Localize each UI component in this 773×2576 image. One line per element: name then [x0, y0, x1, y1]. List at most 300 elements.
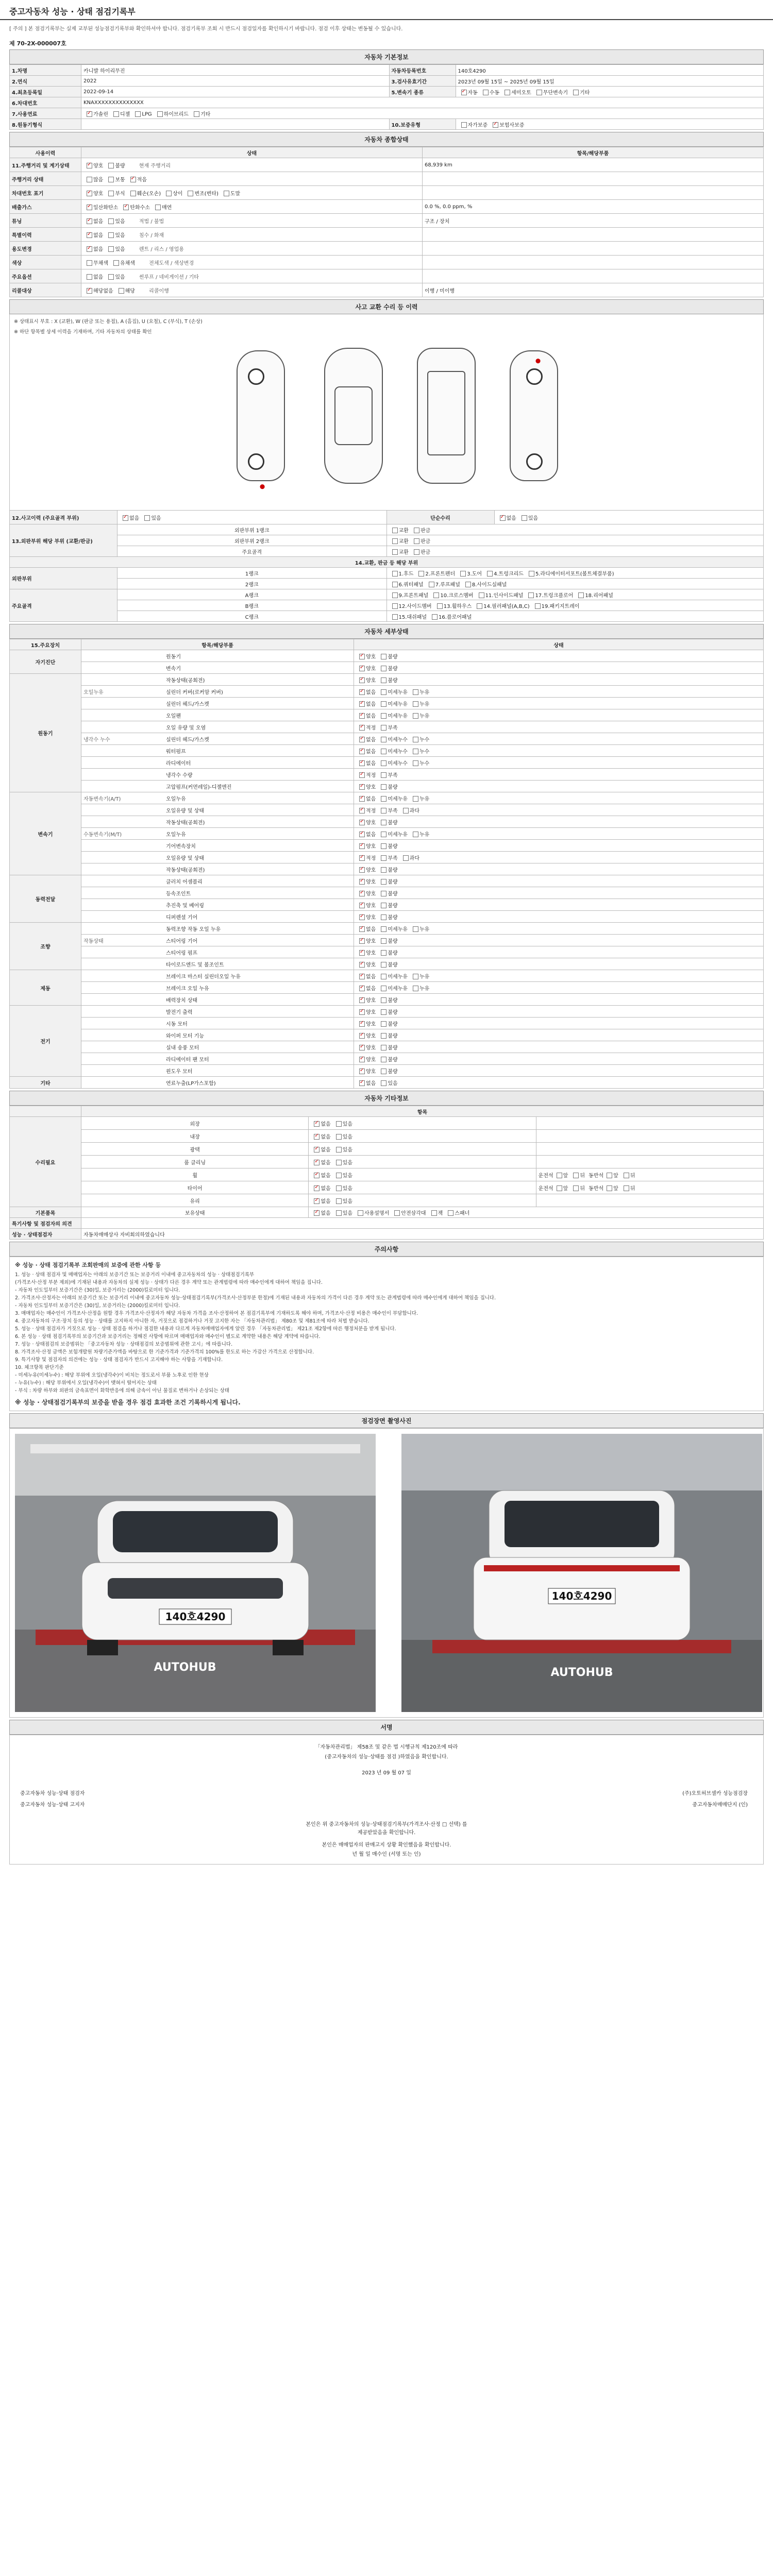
checkbox-option[interactable]: 누유 — [410, 711, 429, 719]
checkbox-option[interactable]: 뒤 — [620, 1184, 635, 1192]
checkbox-option[interactable]: 판금 — [411, 526, 430, 534]
checkbox-option[interactable]: 13.휠하우스 — [434, 602, 472, 609]
checkbox-option[interactable]: 없음 — [83, 273, 103, 280]
checkbox-option[interactable]: 뒤 — [620, 1171, 635, 1179]
checkbox-option[interactable]: 스패너 — [445, 1209, 469, 1216]
checkbox-option[interactable]: 있음 — [333, 1145, 352, 1153]
checkbox-option[interactable]: ✓ 없음 — [356, 688, 376, 696]
checkbox-icon[interactable] — [578, 592, 584, 598]
checkbox-option[interactable]: ✓ 양호 — [356, 866, 376, 873]
checkbox-icon[interactable] — [381, 891, 386, 896]
checkbox-option[interactable]: ✓ 없음 — [356, 984, 376, 992]
checkbox-option[interactable]: 변조(변타) — [184, 189, 218, 197]
checkbox-icon[interactable] — [479, 592, 484, 598]
checkbox-icon[interactable] — [359, 820, 365, 825]
checkbox-icon[interactable] — [607, 1173, 612, 1178]
checkbox-option[interactable]: 누수 — [410, 735, 429, 743]
checkbox-icon[interactable] — [359, 962, 365, 968]
checkbox-icon[interactable] — [359, 843, 365, 849]
checkbox-icon[interactable] — [413, 832, 418, 837]
checkbox-icon[interactable] — [358, 1210, 363, 1216]
checkbox-option[interactable]: 불량 — [378, 652, 397, 660]
checkbox-icon[interactable] — [381, 938, 386, 944]
checkbox-icon[interactable] — [381, 772, 386, 778]
checkbox-icon[interactable] — [381, 677, 386, 683]
checkbox-icon[interactable] — [194, 111, 199, 117]
checkbox-option[interactable]: 교환 — [389, 548, 409, 555]
checkbox-icon[interactable] — [381, 855, 386, 861]
checkbox-icon[interactable] — [536, 90, 542, 95]
checkbox-option[interactable]: 1.후드 — [389, 569, 414, 577]
checkbox-icon[interactable] — [493, 122, 498, 128]
checkbox-option[interactable]: ✓ 없음 — [120, 514, 139, 521]
checkbox-icon[interactable] — [461, 90, 467, 95]
checkbox-icon[interactable] — [413, 974, 418, 979]
checkbox-option[interactable]: 불량 — [378, 901, 397, 909]
checkbox-icon[interactable] — [381, 1033, 386, 1039]
checkbox-icon[interactable] — [460, 571, 466, 577]
checkbox-option[interactable]: ✓ 없음 — [356, 735, 376, 743]
checkbox-option[interactable]: ✓ 양호 — [356, 1043, 376, 1051]
checkbox-icon[interactable] — [87, 246, 92, 252]
checkbox-option[interactable]: 상이 — [163, 189, 182, 197]
checkbox-option[interactable]: 불량 — [378, 1067, 397, 1075]
checkbox-option[interactable]: 디젤 — [110, 110, 130, 117]
checkbox-icon[interactable] — [130, 177, 136, 182]
checkbox-option[interactable]: 19.패키지트레이 — [532, 602, 580, 609]
checkbox-icon[interactable] — [359, 914, 365, 920]
checkbox-icon[interactable] — [359, 1080, 365, 1086]
checkbox-option[interactable]: 부식 — [105, 189, 125, 197]
checkbox-option[interactable]: 해당 — [115, 286, 135, 294]
checkbox-option[interactable]: 누유 — [410, 700, 429, 707]
checkbox-option[interactable]: ✓ 양호 — [356, 842, 376, 850]
checkbox-option[interactable]: ✓ 양호 — [356, 889, 376, 897]
checkbox-icon[interactable] — [392, 528, 398, 533]
checkbox-option[interactable]: 미세누수 — [378, 759, 408, 767]
checkbox-icon[interactable] — [87, 274, 92, 280]
checkbox-icon[interactable] — [381, 962, 386, 968]
checkbox-icon[interactable] — [336, 1160, 342, 1165]
checkbox-icon[interactable] — [314, 1134, 320, 1140]
checkbox-icon[interactable] — [381, 808, 386, 814]
checkbox-icon[interactable] — [108, 191, 114, 196]
checkbox-icon[interactable] — [381, 725, 386, 731]
checkbox-option[interactable]: LPG — [132, 111, 152, 117]
checkbox-icon[interactable] — [381, 701, 386, 707]
checkbox-option[interactable]: 앞 — [603, 1171, 618, 1179]
checkbox-option[interactable]: 10.크로스멤버 — [430, 591, 473, 599]
checkbox-icon[interactable] — [359, 654, 365, 659]
checkbox-option[interactable]: 판금 — [411, 548, 430, 555]
checkbox-icon[interactable] — [359, 1009, 365, 1015]
checkbox-icon[interactable] — [314, 1173, 320, 1178]
checkbox-icon[interactable] — [359, 713, 365, 719]
checkbox-icon[interactable] — [381, 713, 386, 719]
checkbox-option[interactable]: ✓ 없음 — [356, 925, 376, 933]
checkbox-option[interactable]: 부족 — [378, 854, 397, 861]
checkbox-option[interactable]: 2.프론트펜더 — [415, 569, 455, 577]
checkbox-icon[interactable] — [381, 1057, 386, 1062]
checkbox-icon[interactable] — [381, 1009, 386, 1015]
checkbox-icon[interactable] — [336, 1147, 342, 1153]
checkbox-icon[interactable] — [381, 666, 386, 671]
checkbox-icon[interactable] — [413, 760, 418, 766]
checkbox-icon[interactable] — [500, 515, 506, 521]
checkbox-icon[interactable] — [381, 926, 386, 932]
checkbox-option[interactable]: 있음 — [105, 217, 125, 225]
checkbox-option[interactable]: 6.쿼터패널 — [389, 580, 424, 588]
checkbox-icon[interactable] — [392, 614, 398, 620]
checkbox-icon[interactable] — [155, 205, 161, 210]
checkbox-icon[interactable] — [429, 582, 434, 587]
checkbox-option[interactable]: 누유 — [410, 984, 429, 992]
checkbox-option[interactable]: ✓ 양호 — [356, 1067, 376, 1075]
checkbox-option[interactable]: 있음 — [105, 273, 125, 280]
checkbox-icon[interactable] — [437, 603, 443, 609]
checkbox-icon[interactable] — [359, 784, 365, 790]
checkbox-option[interactable]: ✓ 없음 — [311, 1197, 330, 1205]
checkbox-icon[interactable] — [413, 689, 418, 695]
checkbox-icon[interactable] — [413, 701, 418, 707]
checkbox-icon[interactable] — [157, 111, 163, 117]
checkbox-icon[interactable] — [381, 879, 386, 885]
checkbox-icon[interactable] — [359, 1057, 365, 1062]
checkbox-option[interactable]: ✓ 없음 — [356, 972, 376, 980]
checkbox-option[interactable]: ✓ 적정 — [356, 771, 376, 778]
checkbox-icon[interactable] — [359, 737, 365, 742]
checkbox-icon[interactable] — [414, 538, 419, 544]
checkbox-option[interactable]: 미세누유 — [378, 688, 408, 696]
checkbox-option[interactable]: 보통 — [105, 175, 125, 183]
checkbox-icon[interactable] — [314, 1121, 320, 1127]
checkbox-icon[interactable] — [87, 218, 92, 224]
checkbox-icon[interactable] — [381, 950, 386, 956]
checkbox-option[interactable]: 미세누유 — [378, 925, 408, 933]
checkbox-icon[interactable] — [113, 260, 119, 266]
checkbox-option[interactable]: ✓ 적음 — [127, 175, 147, 183]
checkbox-icon[interactable] — [381, 914, 386, 920]
checkbox-option[interactable]: 유채색 — [110, 259, 135, 266]
checkbox-icon[interactable] — [359, 938, 365, 944]
checkbox-icon[interactable] — [448, 1210, 453, 1216]
checkbox-option[interactable]: 불량 — [378, 866, 397, 873]
checkbox-option[interactable]: ✓ 양호 — [356, 664, 376, 672]
checkbox-icon[interactable] — [381, 1045, 386, 1050]
checkbox-option[interactable]: 세미오토 — [501, 88, 531, 96]
checkbox-icon[interactable] — [381, 1069, 386, 1074]
checkbox-icon[interactable] — [483, 90, 489, 95]
checkbox-icon[interactable] — [108, 274, 114, 280]
checkbox-icon[interactable] — [381, 903, 386, 908]
checkbox-option[interactable]: ✓ 탄화수소 — [120, 203, 150, 211]
checkbox-icon[interactable] — [359, 760, 365, 766]
checkbox-option[interactable]: 있음 — [333, 1171, 352, 1179]
checkbox-option[interactable]: 있음 — [333, 1209, 352, 1216]
checkbox-option[interactable]: 5.라디에이터서포트(볼트체결부품) — [526, 569, 614, 577]
checkbox-option[interactable]: 기타 — [191, 110, 210, 117]
checkbox-option[interactable]: 미세누유 — [378, 700, 408, 707]
checkbox-option[interactable]: ✓ 없음 — [311, 1120, 330, 1127]
checkbox-icon[interactable] — [392, 582, 398, 587]
checkbox-icon[interactable] — [413, 986, 418, 991]
checkbox-option[interactable]: ✓ 없음 — [356, 700, 376, 707]
checkbox-icon[interactable] — [130, 191, 136, 196]
checkbox-icon[interactable] — [557, 1173, 562, 1178]
checkbox-option[interactable]: 9.프론트패널 — [389, 591, 429, 599]
checkbox-icon[interactable] — [392, 571, 398, 577]
checkbox-option[interactable]: ✓ 없음 — [356, 830, 376, 838]
checkbox-option[interactable]: ✓ 양호 — [83, 161, 103, 169]
checkbox-icon[interactable] — [381, 820, 386, 825]
checkbox-option[interactable]: ✓ 없음 — [311, 1158, 330, 1166]
checkbox-option[interactable]: 불량 — [378, 818, 397, 826]
checkbox-option[interactable]: 누수 — [410, 747, 429, 755]
checkbox-icon[interactable] — [166, 191, 172, 196]
checkbox-icon[interactable] — [87, 163, 92, 168]
checkbox-option[interactable]: ✓ 보험사보증 — [490, 121, 524, 128]
checkbox-icon[interactable] — [433, 592, 439, 598]
checkbox-icon[interactable] — [392, 538, 398, 544]
checkbox-option[interactable]: 미세누유 — [378, 830, 408, 838]
checkbox-icon[interactable] — [336, 1185, 342, 1191]
checkbox-option[interactable]: 부족 — [378, 771, 397, 778]
checkbox-icon[interactable] — [522, 515, 527, 521]
checkbox-icon[interactable] — [108, 232, 114, 238]
checkbox-option[interactable]: 부족 — [378, 806, 397, 814]
checkbox-option[interactable]: 안전삼각대 — [391, 1209, 426, 1216]
checkbox-option[interactable]: 수동 — [480, 88, 499, 96]
checkbox-option[interactable]: 불량 — [105, 161, 125, 169]
checkbox-icon[interactable] — [87, 205, 92, 210]
checkbox-icon[interactable] — [381, 784, 386, 790]
checkbox-icon[interactable] — [414, 528, 419, 533]
checkbox-icon[interactable] — [359, 689, 365, 695]
checkbox-icon[interactable] — [359, 796, 365, 802]
checkbox-option[interactable]: ✓ 없음 — [356, 747, 376, 755]
checkbox-option[interactable]: 16.플로어패널 — [429, 613, 472, 620]
checkbox-option[interactable]: 매연 — [152, 203, 172, 211]
checkbox-icon[interactable] — [535, 603, 541, 609]
checkbox-option[interactable]: ✓ 양호 — [356, 676, 376, 684]
checkbox-icon[interactable] — [359, 891, 365, 896]
checkbox-icon[interactable] — [431, 1210, 437, 1216]
checkbox-icon[interactable] — [359, 725, 365, 731]
checkbox-option[interactable]: ✓ 적정 — [356, 854, 376, 861]
checkbox-option[interactable]: 앞 — [603, 1184, 618, 1192]
checkbox-option[interactable]: 불량 — [378, 913, 397, 921]
checkbox-icon[interactable] — [557, 1185, 562, 1191]
checkbox-icon[interactable] — [392, 549, 398, 555]
checkbox-option[interactable]: ✓ 양호 — [356, 996, 376, 1004]
checkbox-option[interactable]: ✓ 양호 — [83, 189, 103, 197]
checkbox-icon[interactable] — [119, 288, 124, 294]
checkbox-icon[interactable] — [359, 986, 365, 991]
checkbox-option[interactable]: 누수 — [410, 759, 429, 767]
checkbox-icon[interactable] — [432, 614, 438, 620]
checkbox-icon[interactable] — [188, 191, 193, 196]
checkbox-option[interactable]: 8.사이드실패널 — [462, 580, 507, 588]
checkbox-option[interactable]: ✓ 일산화탄소 — [83, 203, 118, 211]
checkbox-icon[interactable] — [381, 760, 386, 766]
checkbox-icon[interactable] — [314, 1198, 320, 1204]
checkbox-option[interactable]: 18.리어패널 — [575, 591, 613, 599]
checkbox-icon[interactable] — [359, 1021, 365, 1027]
checkbox-icon[interactable] — [573, 90, 579, 95]
checkbox-option[interactable]: 14.필러패널(A,B,C) — [474, 602, 529, 609]
checkbox-icon[interactable] — [461, 122, 467, 128]
checkbox-icon[interactable] — [394, 1210, 400, 1216]
checkbox-option[interactable]: 불량 — [378, 960, 397, 968]
checkbox-option[interactable]: ✓ 양호 — [356, 1008, 376, 1015]
checkbox-option[interactable]: 누유 — [410, 794, 429, 802]
checkbox-option[interactable]: 교환 — [389, 526, 409, 534]
checkbox-icon[interactable] — [381, 796, 386, 802]
checkbox-option[interactable]: 11.인사이드패널 — [476, 591, 524, 599]
checkbox-icon[interactable] — [314, 1210, 320, 1216]
checkbox-option[interactable]: 판금 — [411, 537, 430, 545]
checkbox-icon[interactable] — [413, 796, 418, 802]
checkbox-option[interactable]: ✓ 양호 — [356, 818, 376, 826]
checkbox-option[interactable]: 불량 — [378, 783, 397, 790]
checkbox-icon[interactable] — [359, 950, 365, 956]
checkbox-option[interactable]: 7.루프패널 — [426, 580, 460, 588]
checkbox-option[interactable]: 과다 — [400, 854, 419, 861]
checkbox-option[interactable]: 누유 — [410, 925, 429, 933]
checkbox-icon[interactable] — [123, 205, 129, 210]
checkbox-option[interactable]: 자가보증 — [458, 121, 488, 128]
checkbox-option[interactable]: 무단변속기 — [533, 88, 568, 96]
checkbox-option[interactable]: 불량 — [378, 676, 397, 684]
checkbox-option[interactable]: 불량 — [378, 1008, 397, 1015]
checkbox-icon[interactable] — [359, 903, 365, 908]
checkbox-icon[interactable] — [381, 867, 386, 873]
checkbox-icon[interactable] — [87, 260, 92, 266]
checkbox-icon[interactable] — [505, 90, 510, 95]
checkbox-option[interactable]: ✓ 없음 — [83, 231, 103, 239]
checkbox-icon[interactable] — [528, 592, 534, 598]
checkbox-option[interactable]: 부족 — [378, 723, 397, 731]
checkbox-icon[interactable] — [144, 515, 150, 521]
checkbox-option[interactable]: 불량 — [378, 877, 397, 885]
checkbox-icon[interactable] — [381, 689, 386, 695]
checkbox-icon[interactable] — [359, 832, 365, 837]
checkbox-option[interactable]: ✓ 자동 — [458, 88, 478, 96]
checkbox-icon[interactable] — [413, 713, 418, 719]
checkbox-option[interactable]: 있음 — [378, 1079, 397, 1087]
checkbox-icon[interactable] — [359, 1033, 365, 1039]
checkbox-icon[interactable] — [381, 737, 386, 742]
checkbox-icon[interactable] — [392, 603, 398, 609]
checkbox-icon[interactable] — [381, 843, 386, 849]
checkbox-icon[interactable] — [314, 1185, 320, 1191]
checkbox-icon[interactable] — [336, 1134, 342, 1140]
checkbox-icon[interactable] — [381, 974, 386, 979]
checkbox-icon[interactable] — [359, 974, 365, 979]
checkbox-option[interactable]: ✓ 없음 — [356, 711, 376, 719]
checkbox-icon[interactable] — [135, 111, 141, 117]
checkbox-option[interactable]: ✓ 양호 — [356, 901, 376, 909]
checkbox-icon[interactable] — [108, 218, 114, 224]
checkbox-icon[interactable] — [413, 926, 418, 932]
checkbox-icon[interactable] — [359, 879, 365, 885]
checkbox-icon[interactable] — [607, 1185, 612, 1191]
checkbox-option[interactable]: 훼손(오손) — [127, 189, 161, 197]
checkbox-option[interactable]: 불량 — [378, 1055, 397, 1063]
checkbox-option[interactable]: ✓ 적정 — [356, 806, 376, 814]
checkbox-icon[interactable] — [381, 1021, 386, 1027]
checkbox-option[interactable]: 있음 — [333, 1197, 352, 1205]
checkbox-icon[interactable] — [113, 111, 119, 117]
checkbox-icon[interactable] — [123, 515, 128, 521]
checkbox-option[interactable]: 누유 — [410, 972, 429, 980]
checkbox-option[interactable]: 12.사이드멤버 — [389, 602, 432, 609]
checkbox-icon[interactable] — [314, 1160, 320, 1165]
checkbox-option[interactable]: 앞 — [553, 1184, 568, 1192]
checkbox-option[interactable]: 교환 — [389, 537, 409, 545]
checkbox-option[interactable]: 17.트렁크플로어 — [525, 591, 573, 599]
checkbox-option[interactable]: 불량 — [378, 996, 397, 1004]
checkbox-option[interactable]: 미세누수 — [378, 747, 408, 755]
checkbox-icon[interactable] — [87, 177, 92, 182]
checkbox-icon[interactable] — [87, 288, 92, 294]
checkbox-option[interactable]: 있음 — [105, 231, 125, 239]
checkbox-option[interactable]: ✓ 양호 — [356, 948, 376, 956]
checkbox-option[interactable]: 있음 — [141, 514, 161, 521]
checkbox-icon[interactable] — [624, 1173, 629, 1178]
checkbox-option[interactable]: ✓ 없음 — [356, 794, 376, 802]
checkbox-option[interactable]: 뒤 — [570, 1171, 585, 1179]
checkbox-icon[interactable] — [359, 701, 365, 707]
checkbox-option[interactable]: 4.트렁크리드 — [484, 569, 524, 577]
checkbox-option[interactable]: ✓ 양호 — [356, 1020, 376, 1027]
checkbox-icon[interactable] — [381, 986, 386, 991]
checkbox-icon[interactable] — [418, 571, 424, 577]
checkbox-option[interactable]: 3.도어 — [457, 569, 482, 577]
checkbox-icon[interactable] — [359, 867, 365, 873]
checkbox-option[interactable]: ✓ 없음 — [311, 1184, 330, 1192]
checkbox-option[interactable]: ✓ 적정 — [356, 723, 376, 731]
checkbox-option[interactable]: 불량 — [378, 842, 397, 850]
checkbox-option[interactable]: ✓ 양호 — [356, 937, 376, 944]
checkbox-icon[interactable] — [359, 677, 365, 683]
checkbox-option[interactable]: 하이브리드 — [154, 110, 189, 117]
checkbox-icon[interactable] — [359, 1069, 365, 1074]
checkbox-icon[interactable] — [108, 246, 114, 252]
checkbox-icon[interactable] — [465, 582, 471, 587]
checkbox-icon[interactable] — [336, 1173, 342, 1178]
checkbox-icon[interactable] — [336, 1121, 342, 1127]
checkbox-option[interactable]: ✓ 양호 — [356, 1055, 376, 1063]
checkbox-option[interactable]: 미세누수 — [378, 735, 408, 743]
checkbox-icon[interactable] — [624, 1185, 629, 1191]
checkbox-option[interactable]: 미세누유 — [378, 711, 408, 719]
checkbox-option[interactable]: 미세누유 — [378, 984, 408, 992]
checkbox-option[interactable]: ✓ 없음 — [497, 514, 516, 521]
checkbox-option[interactable]: 있음 — [333, 1184, 352, 1192]
checkbox-option[interactable]: 미세누유 — [378, 972, 408, 980]
checkbox-option[interactable]: 도말 — [221, 189, 240, 197]
checkbox-icon[interactable] — [381, 1080, 386, 1086]
checkbox-option[interactable]: 불량 — [378, 889, 397, 897]
checkbox-option[interactable]: ✓ 양호 — [356, 960, 376, 968]
checkbox-option[interactable]: 사용설명서 — [355, 1209, 389, 1216]
checkbox-icon[interactable] — [359, 808, 365, 814]
checkbox-icon[interactable] — [414, 549, 419, 555]
checkbox-option[interactable]: ✓ 양호 — [356, 877, 376, 885]
checkbox-option[interactable]: 있음 — [518, 514, 538, 521]
checkbox-icon[interactable] — [359, 997, 365, 1003]
